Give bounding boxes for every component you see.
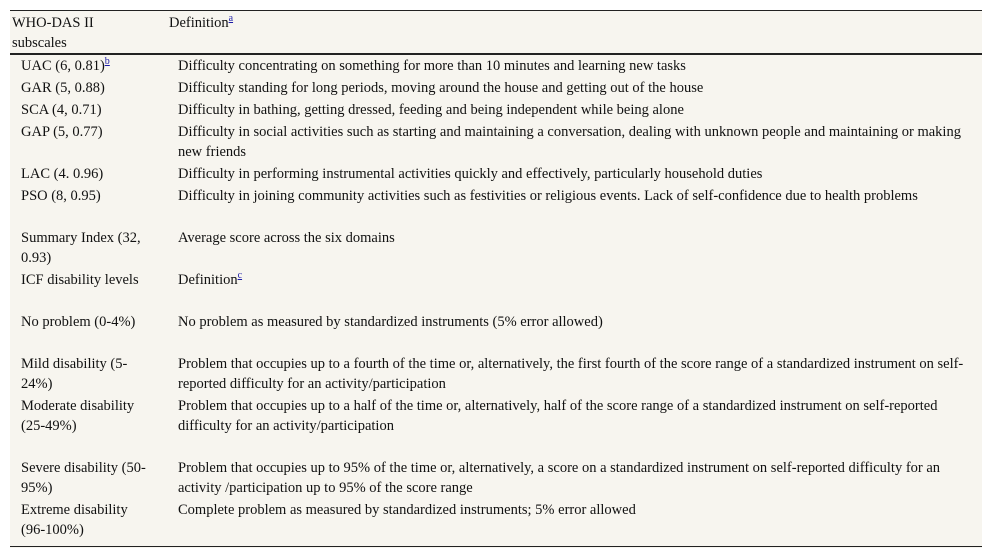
row-label: GAR (5, 0.88) — [21, 80, 105, 96]
row-definition: Difficulty standing for long periods, moving around the house and getting out of the house — [178, 80, 704, 96]
row-definition: No problem as measured by standardized instruments (5% error allowed) — [178, 314, 603, 330]
header-rule — [10, 53, 982, 55]
row-label: Moderate disability (25-49%) — [21, 398, 135, 434]
row-label: No problem (0-4%) — [21, 314, 136, 330]
row-label: PSO (8, 0.95) — [21, 188, 101, 204]
footnote-link-c[interactable]: c — [237, 270, 243, 282]
row-label: SCA (4, 0.71) — [21, 102, 102, 118]
row-label: ICF disability levels — [21, 272, 139, 288]
row-label: LAC (4. 0.96) — [21, 166, 104, 182]
row-definition: Problem that occupies up to a half of the time or, alternatively, half of the score range of a standardized instrument on self-reported difficulty for an activity/participation — [178, 398, 938, 434]
row-label: Severe disability (50-95%) — [21, 460, 146, 496]
who-das-table — [10, 10, 982, 548]
row-label: Mild disability (5-24%) — [21, 356, 128, 392]
row-definition: Average score across the six domains — [178, 230, 395, 246]
row-definition: Problem that occupies up to a fourth of the time or, alternatively, the first fourth of the score range of a standardized instrument on self-reported difficulty for an activity/participation — [178, 356, 964, 392]
row-definition: Problem that occupies up to 95% of the time or, alternatively, a score on a standardized instrument on self-reported difficulty for an activity /participation up to 95% of the score range — [178, 460, 941, 496]
header-subscales: WHO-DAS II subscales — [12, 15, 94, 51]
row-definition: Difficulty concentrating on something for more than 10 minutes and learning new tasks — [178, 58, 686, 74]
row-label: Extreme disability (96-100%) — [21, 502, 128, 538]
bottom-rule — [10, 546, 982, 547]
header-definition — [169, 13, 233, 33]
top-rule — [10, 10, 982, 11]
row-definition: Difficulty in performing instrumental activities quickly and effectively, particularly household duties — [178, 166, 763, 182]
footnote-link-a[interactable]: a — [228, 13, 234, 25]
row-definition: Complete problem as measured by standardized instruments; 5% error allowed — [178, 502, 636, 518]
row-label: GAP (5, 0.77) — [21, 124, 103, 140]
row-definition: Difficulty in social activities such as starting and maintaining a conversation, dealing with unknown people and maintaining or making new friends — [178, 124, 961, 160]
row-definition: Difficulty in bathing, getting dressed, feeding and being independent while being alone — [178, 102, 684, 118]
header-definition-label: Definition — [169, 15, 229, 31]
footnote-link-b[interactable]: b — [104, 56, 110, 68]
row-label: UAC (6, 0.81)$^b$ — [21, 56, 110, 74]
row-definition: Definition$^c$ — [178, 270, 243, 288]
row-definition: Difficulty in joining community activities such as festivities or religious events. Lack of self-confidence due to health problems — [178, 188, 918, 204]
row-label: Summary Index (32, 0.93) — [21, 230, 141, 266]
